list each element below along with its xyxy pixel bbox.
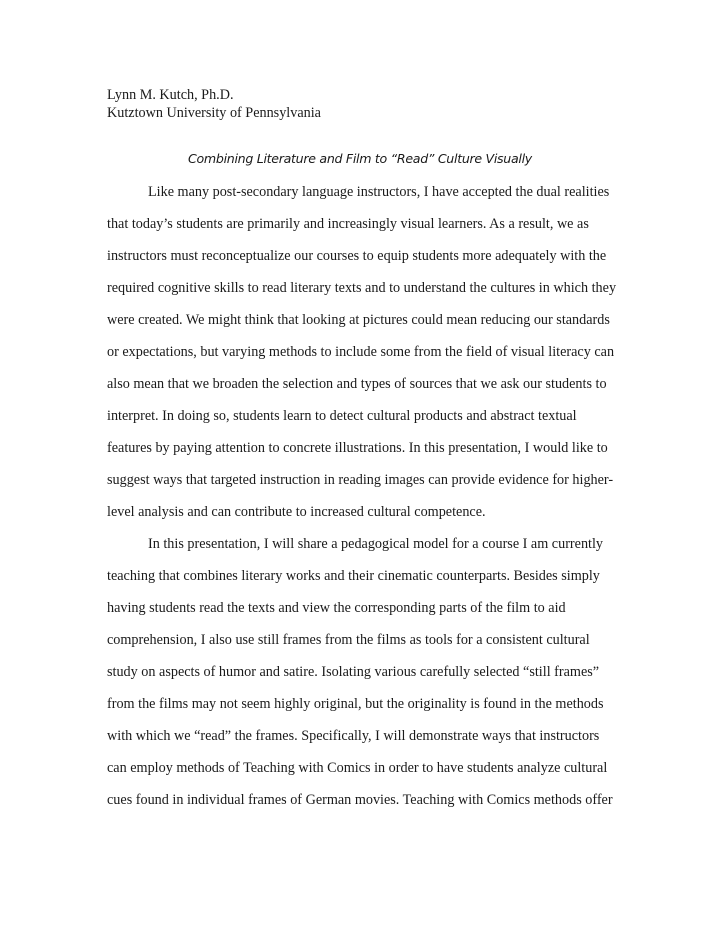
paragraph-1-line: required cognitive skills to read literary texts and to understand the cultures in which they bbox=[107, 280, 617, 296]
paragraph-1-line: instructors must reconceptualize our courses to equip students more adequately with the bbox=[107, 248, 607, 264]
paragraph-2-line: study on aspects of humor and satire. Isolating various carefully selected “still frames” bbox=[107, 664, 600, 680]
paragraph-1-line: that today’s students are primarily and increasingly visual learners. As a result, we as bbox=[107, 216, 589, 232]
author-block bbox=[107, 86, 321, 122]
paragraph-1-line: interpret. In doing so, students learn to detect cultural products and abstract textual bbox=[107, 408, 577, 424]
paragraph-2-line: from the films may not seem highly original, but the originality is found in the methods bbox=[107, 696, 604, 712]
paragraph-1-line: suggest ways that targeted instruction in reading images can provide evidence for higher- bbox=[107, 472, 614, 488]
paragraph-2-line: teaching that combines literary works and their cinematic counterparts. Besides simply bbox=[107, 568, 600, 584]
paragraph-1-line: Like many post-secondary language instructors, I have accepted the dual realities bbox=[148, 184, 610, 200]
paragraph-1-line: features by paying attention to concrete illustrations. In this presentation, I would like to bbox=[107, 440, 608, 456]
paragraph-1-line: were created. We might think that looking at pictures could mean reducing our standards bbox=[107, 312, 610, 328]
paragraph-2-line: having students read the texts and view the corresponding parts of the film to aid bbox=[107, 600, 566, 616]
paragraph-2-line: can employ methods of Teaching with Comics in order to have students analyze cultural bbox=[107, 760, 608, 776]
paragraph-2-line: comprehension, I also use still frames from the films as tools for a consistent cultural bbox=[107, 632, 590, 648]
paragraph-2-line: In this presentation, I will share a pedagogical model for a course I am currently bbox=[148, 536, 604, 552]
paragraph-2-line: cues found in individual frames of German movies. Teaching with Comics methods offer bbox=[107, 792, 613, 808]
paragraph-1-line: or expectations, but varying methods to include some from the field of visual literacy can bbox=[107, 344, 615, 360]
paragraph-1-line: also mean that we broaden the selection and types of sources that we ask our students to bbox=[107, 376, 607, 392]
paragraph-1-line: level analysis and can contribute to increased cultural competence. bbox=[107, 504, 486, 520]
author-name: Lynn M. Kutch, Ph.D. bbox=[107, 87, 234, 103]
paragraph-2-line: with which we “read” the frames. Specifically, I will demonstrate ways that instructors bbox=[107, 728, 600, 744]
author-institution: Kutztown University of Pennsylvania bbox=[107, 105, 321, 121]
document-title: Combining Literature and Film to “Read” Culture Visually bbox=[188, 151, 532, 166]
